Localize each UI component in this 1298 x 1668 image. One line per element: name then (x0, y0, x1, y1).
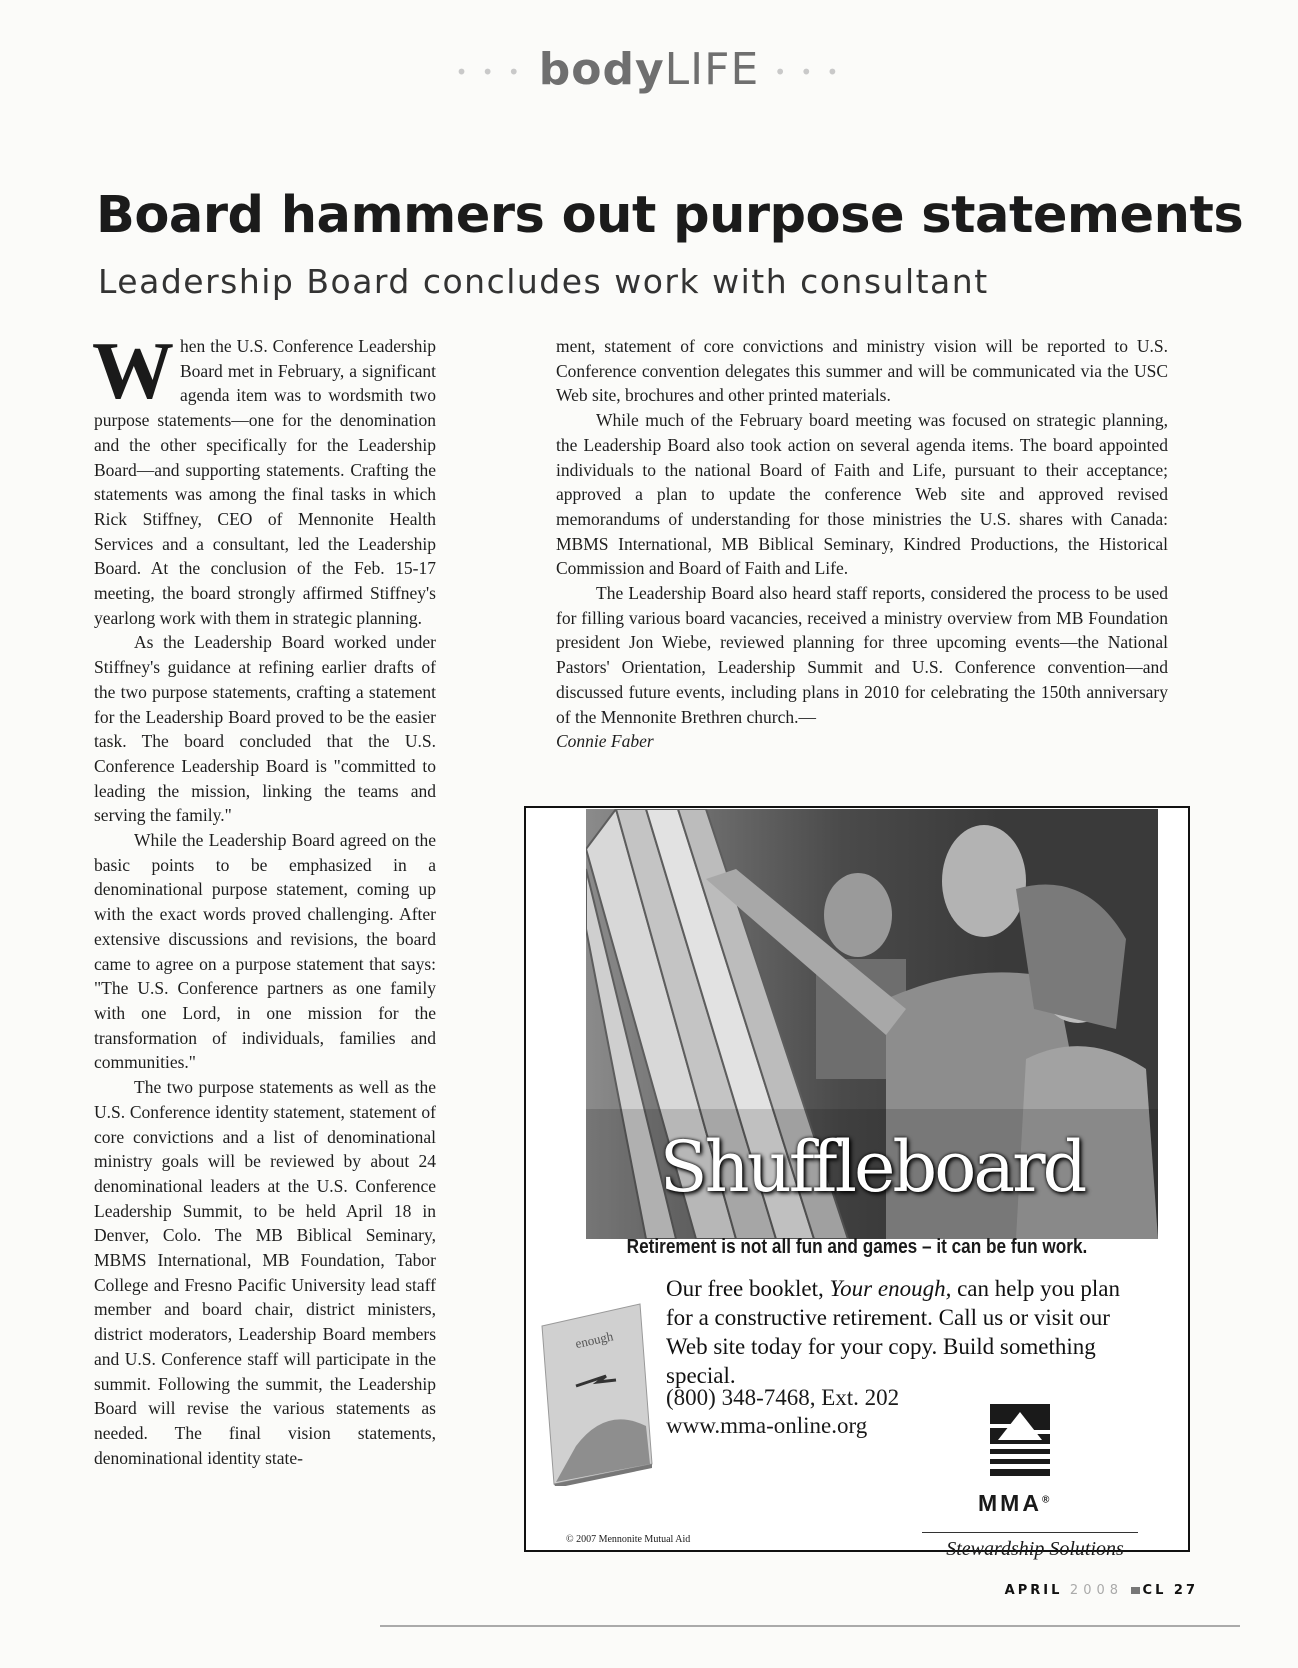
footer-magazine: CL (1142, 1583, 1167, 1598)
article-column-left (92, 325, 436, 1470)
section-dots-left: • • • (455, 60, 524, 84)
article-paragraph: The two purpose statements as well as the U.S. Conference identity statement, statement of core convictions and a list of denominational ministry goals will be reviewed by about 24 denominational leaders at the U.S. Conference Leadership Summit, to be held April 18 in Denver, Colo. The MB Biblical Seminary, MBMS International, MB Foundation, Tabor College and Fresno Pacific University lead staff member and board chair, district ministers, district moderators, Leadership Board members and U.S. Conference staff will participate in the summit. Following the summit, the Leadership Board will revise the various statements as needed. The final vision statements, denominational identity state- (94, 1077, 436, 1468)
footer-square-icon (1131, 1587, 1140, 1594)
ad-website-link[interactable]: www.mma-online.org (666, 1413, 868, 1438)
ad-contact (666, 1384, 899, 1440)
mma-divider (922, 1532, 1138, 1533)
article-paragraph: When the U.S. Conference Leadership Board met in February, a significant agenda item was to wordsmith two purpose statements—one for the denomination and the other specifically for the Leadership Board—and supporting statements. Crafting the statements was among the final tasks in which Rick Stiffney, CEO of Mennonite Health Services and a consultant, led the Leadership Board. At the conclusion of the Feb. 15-17 meeting, the board strongly affirmed Stiffney's yearlong work with them in strategic planning. (92, 325, 436, 628)
headline: Board hammers out purpose statements (96, 186, 1244, 245)
mma-logo-icon (990, 1404, 1050, 1476)
article-paragraph: The Leadership Board also heard staff reports, considered the process to be used for filling various board vacancies, received a ministry overview from MB Foundation president Jon Wiebe, reviewed planning for three upcoming events—the National Pastors' Orientation, Leadership Summit and U.S. Conference convention—and discussed future events, including plans in 2010 for celebrating the 150th anniversary of the Mennonite Brethren church.— Connie Faber (556, 583, 1168, 752)
page-footer (1005, 1583, 1198, 1598)
section-dots-right: • • • (774, 60, 843, 84)
dropcap: W (92, 325, 174, 416)
booklet-illustration (536, 1296, 654, 1486)
ad-phone-number[interactable]: (800) 348-7468, Ext. 202 (666, 1385, 900, 1410)
ad-title: Shuffleboard (659, 1126, 1085, 1208)
section-suffix: LIFE (664, 44, 760, 95)
article-paragraph: While the Leadership Board agreed on the basic points to be emphasized in a denominational purpose statement, coming up with the exact words proved challenging. After extensive discussions and revisions, the board came to agree on a purpose statement that says: "The U.S. Conference partners as one family with one Lord, in one mission for the transformation of individuals, families and communities." (94, 830, 436, 1073)
article-paragraph: As the Leadership Board worked under Stiffney's guidance at refining earlier drafts of the two purpose statements, crafting a statement for the Leadership Board proved to be the easier task. The board concluded that the U.S. Conference Leadership Board is "committed to leading the mission, linking the teams and serving the family." (94, 632, 436, 826)
booklet-title: enough (573, 1328, 615, 1352)
footer-year: 2008 (1069, 1583, 1124, 1598)
article-column-right (556, 334, 1168, 754)
article-paragraph: ment, statement of core convictions and ministry vision will be reported to U.S. Conference convention delegates this summer and will be communicated via the USC Web site, brochures and other printed materials. (556, 336, 1168, 406)
mma-tagline: Stewardship Solutions (946, 1538, 1124, 1560)
section-prefix: body (538, 44, 665, 95)
page-number: 27 (1173, 1583, 1198, 1598)
ad-body-text: Our free booklet, Your enough, can help you plan for a constructive retirement. Call us or visit our Web site today for your copy. Build something special. (666, 1276, 1120, 1388)
mma-brand: MMA® (978, 1490, 1053, 1516)
section-header (0, 44, 1298, 95)
subheadline: Leadership Board concludes work with consultant (98, 262, 989, 301)
ad-copyright: © 2007 Mennonite Mutual Aid (566, 1534, 691, 1545)
bottom-divider (380, 1625, 1240, 1627)
footer-month: APRIL (1004, 1583, 1063, 1598)
byline: Connie Faber (556, 731, 654, 752)
booklet-image (536, 1296, 654, 1486)
ad-tagline: Retirement is not all fun and games – it can be fun work. (626, 1236, 1088, 1258)
article-paragraph: While much of the February board meeting was focused on strategic planning, the Leadership Board also took action on several agenda items. The board appointed individuals to the national Board of Faith and Life, pursuant to their acceptance; approved a plan to update the conference Web site and approved revised memorandums of understanding for those ministries the U.S. shares with Canada: MBMS International, MB Biblical Seminary, Kindred Productions, the Historical Commission and Board of Faith and Life. (556, 410, 1168, 579)
advertisement[interactable] (524, 806, 1190, 1560)
